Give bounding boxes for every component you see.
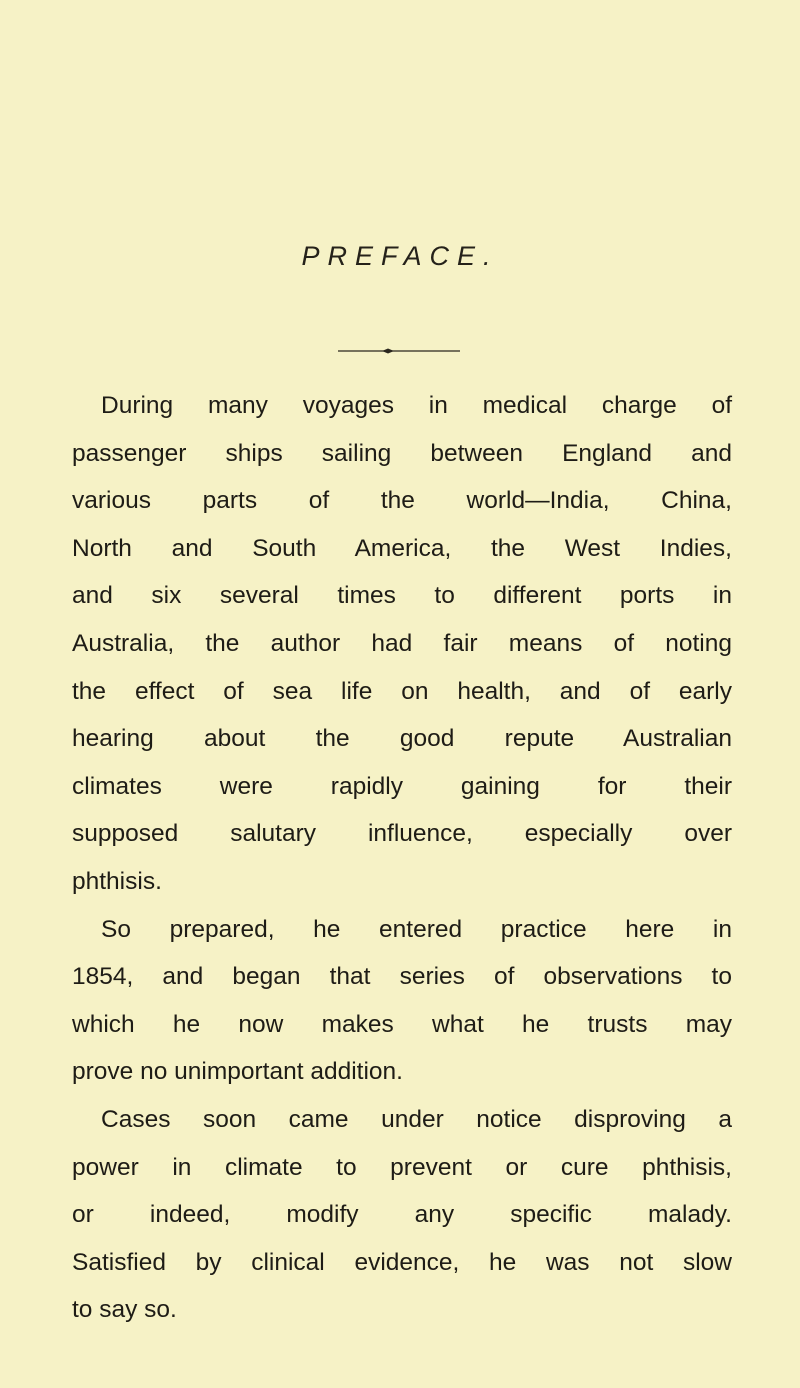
text-line: to say so. — [72, 1296, 177, 1324]
text-line: Cases soon came under notice disproving a — [101, 1105, 732, 1133]
text-line: During many voyages in medical charge of — [101, 392, 732, 419]
text-line: various parts of the world—India, China, — [72, 487, 732, 515]
text-line: phthisis. — [72, 867, 162, 895]
paragraph-1 — [72, 382, 732, 906]
text-line: supposed salutary influence, especially over — [72, 820, 732, 848]
text-line: the effect of sea life on health, and of early — [72, 677, 732, 705]
paragraph-2 — [72, 906, 732, 1096]
ornament-divider — [338, 346, 460, 356]
paragraph-3 — [72, 1096, 732, 1334]
preface-body — [72, 382, 732, 1334]
text-line: which he now makes what he trusts may — [72, 1010, 732, 1038]
text-line: passenger ships sailing between England and — [72, 439, 732, 467]
text-line: and six several times to different ports in — [72, 582, 732, 610]
text-line: power in climate to prevent or cure phthisis, — [72, 1153, 732, 1181]
text-line: 1854, and began that series of observations to — [72, 963, 732, 991]
text-line: So prepared, he entered practice here in — [101, 915, 732, 943]
page-title: PREFACE. — [301, 241, 499, 271]
text-line: hearing about the good repute Australian — [72, 725, 732, 753]
text-line: climates were rapidly gaining for their — [72, 772, 732, 800]
text-line: Satisfied by clinical evidence, he was not slow — [72, 1248, 732, 1276]
text-line: North and South America, the West Indies, — [72, 534, 732, 562]
text-line: Australia, the author had fair means of noting — [72, 629, 732, 657]
text-line: or indeed, modify any specific malady. — [72, 1201, 732, 1229]
text-line: prove no unimportant addition. — [72, 1058, 403, 1086]
